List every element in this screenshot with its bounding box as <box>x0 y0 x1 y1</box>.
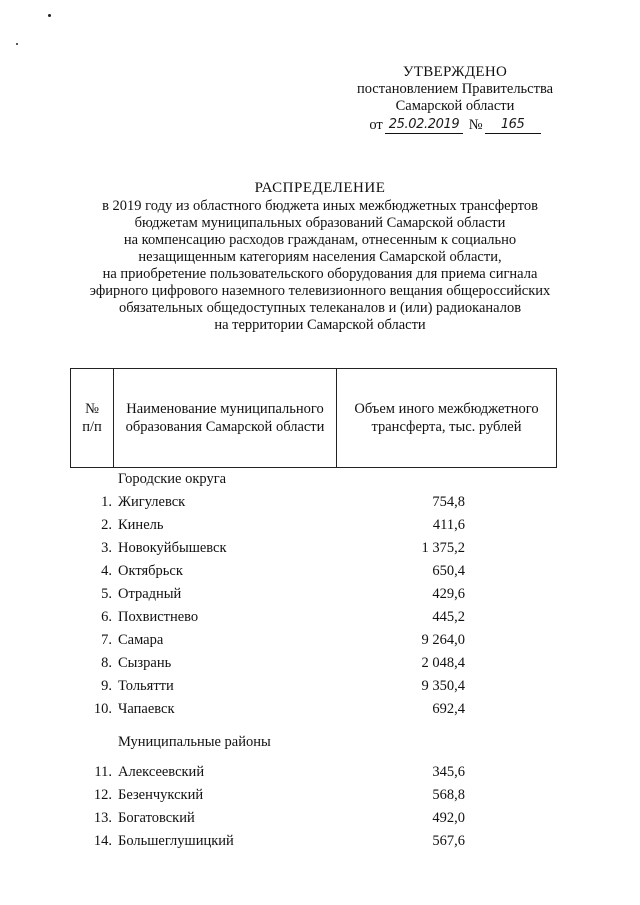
header-value <box>337 369 556 467</box>
approval-block <box>330 64 580 134</box>
table-row <box>70 515 557 535</box>
row-value: 1 375,2 <box>421 539 465 556</box>
row-value: 9 350,4 <box>421 677 465 694</box>
row-value: 650,4 <box>432 562 465 579</box>
row-value: 754,8 <box>432 493 465 510</box>
row-value: 9 264,0 <box>421 631 465 648</box>
section-title: Муниципальные районы <box>118 734 271 750</box>
heading-line: на территории Самарской области <box>214 317 426 333</box>
table-header <box>70 368 557 468</box>
table-row <box>70 785 557 805</box>
row-value: 567,6 <box>432 832 465 849</box>
row-value: 445,2 <box>432 608 465 625</box>
row-name: Жигулевск <box>118 493 186 510</box>
header-name-line2: образования Самарской области <box>125 419 325 435</box>
heading-line: на компенсацию расходов гражданам, отнесенным к социально <box>123 232 517 248</box>
row-name: Чапаевск <box>118 700 175 717</box>
row-number: 1. <box>101 493 112 510</box>
row-name: Октябрьск <box>118 562 183 579</box>
approval-line-2: Самарской области <box>395 98 515 114</box>
table-row <box>70 831 557 851</box>
table-row <box>70 762 557 782</box>
table-row <box>70 584 557 604</box>
scan-speck <box>16 43 18 45</box>
header-value-line2: трансферта, тыс. рублей <box>371 419 522 435</box>
row-name: Сызрань <box>118 654 172 671</box>
row-name: Новокуйбышевск <box>118 539 227 556</box>
row-value: 345,6 <box>432 763 465 780</box>
row-name: Кинель <box>118 516 164 533</box>
row-value: 568,8 <box>432 786 465 803</box>
heading-line: бюджетам муниципальных образований Самарской области <box>134 215 506 231</box>
row-number: 9. <box>101 677 112 694</box>
row-value: 429,6 <box>432 585 465 602</box>
row-name: Безенчукский <box>118 786 204 803</box>
row-name: Алексеевский <box>118 763 205 780</box>
approval-title: УТВЕРЖДЕНО <box>402 64 508 80</box>
row-value: 2 048,4 <box>421 654 465 671</box>
document-heading <box>60 180 580 334</box>
heading-line: обязательных общедоступных телеканалов и (или) радиоканалов <box>118 300 522 316</box>
row-name: Богатовский <box>118 809 195 826</box>
section-title: Городские округа <box>118 471 227 487</box>
table-row <box>70 607 557 627</box>
row-number: 10. <box>93 700 112 717</box>
row-number: 11. <box>94 763 112 780</box>
handwritten-date: 25.02.2019 <box>385 116 463 134</box>
row-number: 3. <box>101 539 112 556</box>
row-name: Похвистнево <box>118 608 199 625</box>
from-prefix: от <box>369 117 383 133</box>
header-name <box>114 369 337 467</box>
table-row <box>70 653 557 673</box>
row-value: 692,4 <box>432 700 465 717</box>
heading-line: в 2019 году из областного бюджета иных межбюджетных трансфертов <box>102 198 538 214</box>
row-number: 13. <box>93 809 112 826</box>
document-title: РАСПРЕДЕЛЕНИЕ <box>254 180 386 196</box>
approval-line-1: постановлением Правительства <box>356 81 554 97</box>
row-name: Отрадный <box>118 585 182 602</box>
heading-line: на приобретение пользовательского оборудования для приема сигнала <box>102 266 538 282</box>
row-number: 8. <box>101 654 112 671</box>
row-value: 492,0 <box>432 809 465 826</box>
header-number <box>71 369 114 467</box>
header-value-line1: Объем иного межбюджетного <box>354 401 539 417</box>
row-value: 411,6 <box>432 516 465 533</box>
heading-line: незащищенным категориям населения Самарской области, <box>138 249 502 265</box>
row-number: 2. <box>101 516 112 533</box>
handwritten-number: 165 <box>485 116 541 134</box>
table-row <box>70 808 557 828</box>
row-name: Самара <box>118 631 164 648</box>
table-row <box>70 538 557 558</box>
table-row <box>70 699 557 719</box>
distribution-table <box>70 368 557 468</box>
row-number: 7. <box>101 631 112 648</box>
header-number-line2: п/п <box>82 419 102 435</box>
row-number: 6. <box>101 608 112 625</box>
table-row <box>70 676 557 696</box>
approval-date-number <box>330 116 580 134</box>
row-name: Большеглушицкий <box>118 832 234 849</box>
row-number: 5. <box>101 585 112 602</box>
table-row <box>70 492 557 512</box>
number-symbol: № <box>468 117 483 133</box>
row-number: 14. <box>93 832 112 849</box>
scan-speck <box>48 14 51 17</box>
row-number: 12. <box>93 786 112 803</box>
table-row <box>70 630 557 650</box>
header-name-line1: Наименование муниципального <box>126 401 324 417</box>
row-number: 4. <box>101 562 112 579</box>
heading-line: эфирного цифрового наземного телевизионного вещания общероссийских <box>89 283 551 299</box>
row-name: Тольятти <box>118 677 174 694</box>
header-number-line1: № <box>85 401 99 417</box>
table-row <box>70 561 557 581</box>
